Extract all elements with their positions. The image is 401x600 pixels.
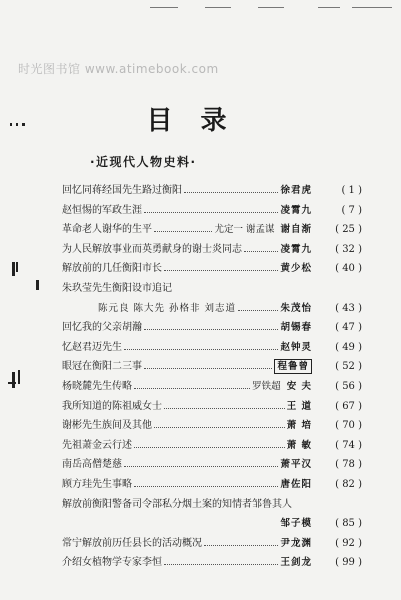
entry-author: 安 夫 <box>286 380 312 392</box>
margin-mark <box>12 372 15 388</box>
dot-leader <box>164 270 278 271</box>
dot-leader <box>134 388 250 389</box>
toc-entry[interactable] <box>62 475 362 495</box>
entry-title: 回忆我的父亲胡瀚 <box>62 322 142 334</box>
dot-leader <box>144 329 278 330</box>
toc-entry[interactable] <box>62 181 362 201</box>
entry-title: 回忆同蒋经国先生路过衡阳 <box>62 185 182 196</box>
entry-author: 胡锡春 <box>280 322 312 334</box>
table-of-contents <box>62 181 362 573</box>
entry-title: 解放前的几任衡阳市长 <box>62 263 162 275</box>
entry-page: ( 32 ) <box>335 243 362 255</box>
entry-author: 凌霄九 <box>280 243 312 255</box>
entry-coauthors: 尤定一 谢孟谋 <box>214 224 275 236</box>
entry-page: ( 99 ) <box>335 557 362 569</box>
page-title: 目录 <box>146 106 255 136</box>
dot-leader <box>164 408 285 409</box>
entry-title: 朱玖莹先生衡阳设市追记 <box>62 282 172 294</box>
top-rule <box>0 0 401 12</box>
entry-page: ( 40 ) <box>335 263 362 275</box>
entry-page: ( 52 ) <box>335 361 362 373</box>
entry-title: 赵恒惕的军政生涯 <box>62 204 142 216</box>
entry-author: 尹龙渊 <box>280 537 312 549</box>
section-heading: ·近现代人物史料· <box>90 155 197 169</box>
dot-leader <box>124 349 278 350</box>
toc-entry[interactable] <box>62 416 362 436</box>
entry-page: ( 56 ) <box>335 380 362 392</box>
toc-entry[interactable] <box>62 514 362 534</box>
entry-title: 忆赵君迈先生 <box>62 341 122 353</box>
toc-entry[interactable] <box>62 299 362 319</box>
entry-page: ( 74 ) <box>335 439 362 451</box>
entry-page: ( 67 ) <box>335 400 362 412</box>
toc-entry[interactable] <box>62 338 362 358</box>
margin-mark <box>18 370 20 384</box>
entry-author: 徐君虎 <box>280 185 312 196</box>
dot-leader <box>184 192 278 193</box>
entry-author: 王 道 <box>286 400 312 412</box>
dot-leader <box>154 427 285 428</box>
entry-author: 王剑龙 <box>280 557 312 569</box>
margin-mark <box>12 262 15 276</box>
entry-page: ( 47 ) <box>335 322 362 334</box>
entry-author: 萧 敏 <box>286 439 312 451</box>
toc-entry[interactable] <box>62 495 362 515</box>
entry-author: 凌霄九 <box>280 204 312 216</box>
entry-page: ( 49 ) <box>335 341 362 353</box>
entry-coauthors: 罗铁超 <box>252 380 281 392</box>
toc-entry[interactable] <box>62 357 362 377</box>
entry-title: 为人民解放事业而英勇献身的谢士炎同志 <box>62 243 242 255</box>
toc-entry[interactable] <box>62 455 362 475</box>
entry-page: ( 25 ) <box>335 224 362 236</box>
entry-page: ( 43 ) <box>335 302 362 314</box>
toc-entry[interactable] <box>62 279 362 299</box>
dot-leader <box>144 368 272 369</box>
entry-author: 萧平汉 <box>280 459 312 471</box>
entry-page: ( 92 ) <box>335 537 362 549</box>
toc-entry[interactable] <box>62 259 362 279</box>
entry-title: 谢彬先生族间及其他 <box>62 420 152 432</box>
entry-author: 邹子模 <box>280 518 312 530</box>
entry-title: 革命老人谢华的生平 <box>62 224 152 236</box>
dot-leader <box>204 545 278 546</box>
entry-title: 我所知道的陈祖威女士 <box>62 400 162 412</box>
entry-author: 萧 培 <box>286 420 312 432</box>
margin-mark <box>8 382 16 384</box>
dot-leader <box>124 466 278 467</box>
toc-entry[interactable] <box>62 318 362 338</box>
entry-author: 谢自渐 <box>280 224 312 236</box>
dot-leader <box>134 486 278 487</box>
dot-leader <box>144 212 278 213</box>
toc-entry[interactable] <box>62 240 362 260</box>
toc-entry[interactable] <box>62 534 362 554</box>
toc-entry[interactable] <box>62 377 362 397</box>
dot-leader <box>134 447 285 448</box>
entry-title: 杨晓麓先生传略 <box>62 380 132 392</box>
margin-mark <box>16 262 18 272</box>
entry-title: 常宁解放前历任县长的活动概况 <box>62 537 202 549</box>
entry-page: ( 85 ) <box>335 518 362 530</box>
dot-leader <box>164 564 278 565</box>
watermark: 时光图书馆 www.atimebook.com <box>18 62 219 76</box>
entry-title: 解放前衡阳警备司令部私分烟土案的知情者邹鲁其人 <box>62 498 292 510</box>
entry-page: ( 78 ) <box>335 459 362 471</box>
entry-title: 陈元良 陈大先 孙格非 刘志道 <box>98 302 237 314</box>
entry-page: ( 1 ) <box>341 185 362 196</box>
toc-entry[interactable] <box>62 436 362 456</box>
margin-mark <box>36 280 39 290</box>
toc-entry[interactable] <box>62 201 362 221</box>
entry-title: 先祖萧金云行述 <box>62 439 132 451</box>
entry-title: 南岳高僧楚慈 <box>62 459 122 471</box>
entry-author: 程鲁曾 <box>274 359 312 374</box>
entry-page: ( 70 ) <box>335 420 362 432</box>
toc-entry[interactable] <box>62 553 362 573</box>
entry-title: 眼冠在衡阳二三事 <box>62 361 142 373</box>
toc-entry[interactable] <box>62 220 362 240</box>
entry-page: ( 82 ) <box>335 478 362 490</box>
entry-author: 赵钟灵 <box>280 341 312 353</box>
entry-author: 黄少松 <box>280 263 312 275</box>
dot-leader <box>238 310 278 311</box>
entry-page: ( 7 ) <box>341 204 362 216</box>
dot-leader <box>244 251 278 252</box>
entry-title: 顾方珪先生事略 <box>62 478 132 490</box>
entry-author: 唐佐阳 <box>280 478 312 490</box>
dot-leader <box>154 231 212 232</box>
entry-author: 朱茂怡 <box>280 302 312 314</box>
toc-entry[interactable] <box>62 397 362 417</box>
entry-title: 介绍女植物学专家李恒 <box>62 557 162 569</box>
